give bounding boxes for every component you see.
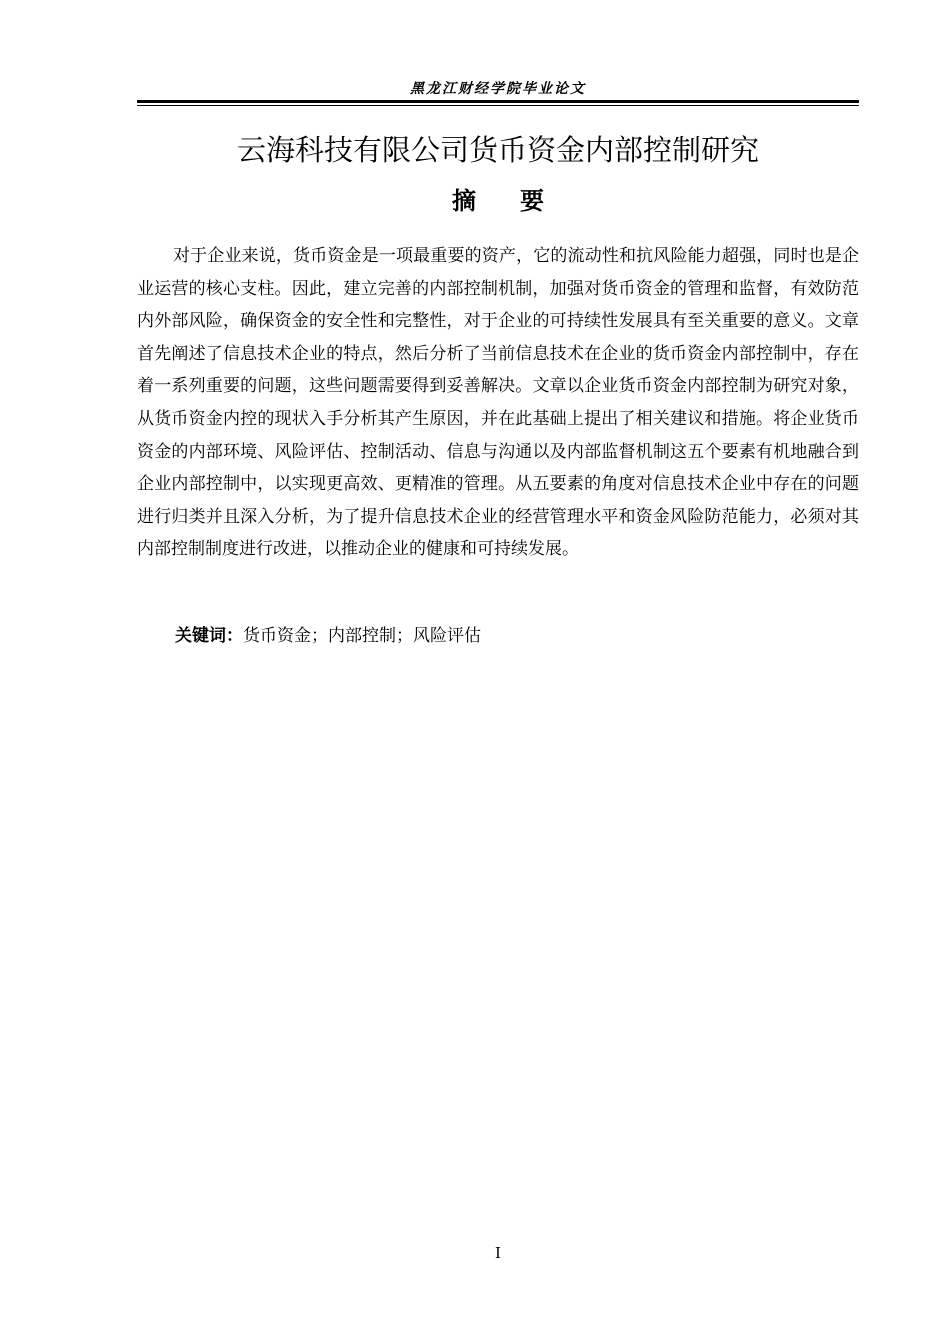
keywords-value: 货币资金；内部控制；风险评估 bbox=[243, 626, 481, 646]
running-header: 黑龙江财经学院毕业论文 bbox=[410, 81, 586, 97]
header-rule-thick bbox=[137, 100, 859, 103]
paper-title: 云海科技有限公司货币资金内部控制研究 bbox=[236, 133, 759, 167]
keywords-line bbox=[175, 623, 481, 649]
keywords-label: 关键词： bbox=[175, 626, 243, 646]
header-rule-thin bbox=[137, 105, 859, 106]
abstract-body: 对于企业来说，货币资金是一项最重要的资产，它的流动性和抗风险能力超强，同时也是企业运营的核心支柱。因此，建立完善的内部控制机制，加强对货币资金的管理和监督，有效防范内外部风险，确保资金的安全性和完整性，对于企业的可持续性发展具有至关重要的意义。文章首先阐述了信息技术企业的特点，然后分析了当前信息技术在企业的货币资金内部控制中，存在着一系列重要的问题，这些问题需要得到妥善解决。文章以企业货币资金内部控制为研究对象，从货币资金内控的现状入手分析其产生原因，并在此基础上提出了相关建议和措施。将企业货币资金的内部环境、风险评估、控制活动、信息与沟通以及内部监督机制这五个要素有机地融合到企业内部控制中，以实现更高效、更精准的管理。从五要素的角度对信息技术企业中存在的问题进行归类并且深入分析，为了提升信息技术企业的经营管理水平和资金风险防范能力，必须对其内部控制制度进行改进，以推动企业的健康和可持续发展。 bbox=[137, 246, 859, 560]
abstract-heading: 摘要 bbox=[452, 187, 588, 215]
page-number: I bbox=[495, 1244, 501, 1262]
